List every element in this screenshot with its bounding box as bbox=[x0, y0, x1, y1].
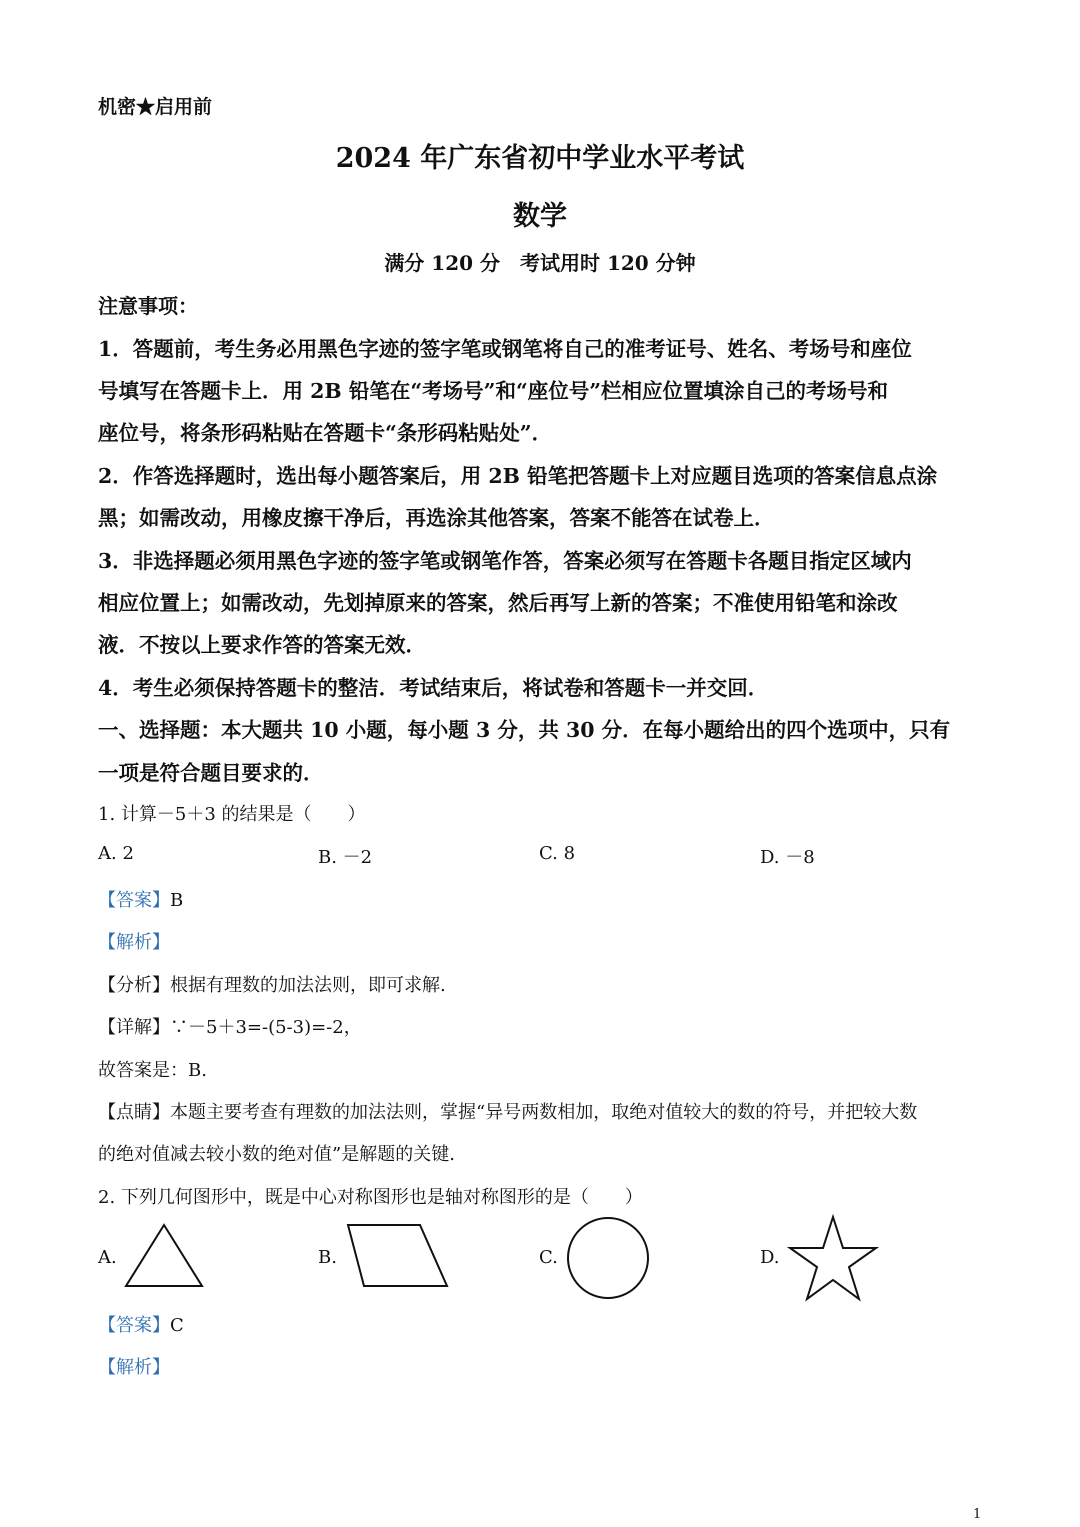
xiangjie-tag: 【详解】 bbox=[98, 1017, 170, 1038]
q1-conclusion: 故答案是：B. bbox=[98, 1060, 207, 1081]
q1-analysis-tag: 【解析】 bbox=[98, 932, 170, 953]
question-1-stem: 1. 计算－5＋3 的结果是（ ） bbox=[98, 804, 366, 825]
q1-option-c: C. 8 bbox=[539, 843, 576, 864]
exam-title: 2024 年广东省初中学业水平考试 bbox=[335, 143, 745, 174]
fenxi-tag: 【分析】 bbox=[98, 975, 170, 996]
answer-value: C bbox=[170, 1315, 184, 1336]
notice-line: 3．非选择题必须用黑色字迹的签字笔或钢笔作答，答案必须写在答题卡各题目指定区域内 bbox=[98, 549, 912, 573]
q1-option-a: A. 2 bbox=[98, 843, 134, 864]
section-heading: 一项是符合题目要求的． bbox=[98, 761, 324, 785]
circle-figure bbox=[564, 1214, 652, 1302]
confidential-label: 机密★启用前 bbox=[98, 96, 213, 118]
dianjing-text: 本题主要考查有理数的加法法则，掌握“异号两数相加，取绝对值较大的数的符号，并把较大数 bbox=[170, 1102, 918, 1123]
fenxi-text: 根据有理数的加法法则，即可求解. bbox=[170, 975, 446, 996]
q1-dianjing-cont: 的绝对值减去较小数的绝对值”是解题的关键. bbox=[98, 1144, 455, 1165]
q2-answer bbox=[98, 1311, 184, 1337]
notice-line: 4．考生必须保持答题卡的整洁．考试结束后，将试卷和答题卡一并交回． bbox=[98, 676, 769, 700]
q2-option-b-label: B. bbox=[318, 1247, 337, 1268]
q1-fenxi bbox=[98, 971, 446, 997]
q2-option-d-label: D. bbox=[760, 1247, 780, 1268]
q2-analysis-tag: 【解析】 bbox=[98, 1357, 170, 1378]
xiangjie-text: ∵－5＋3=-(5-3)=-2， bbox=[170, 1017, 362, 1038]
notice-line: 号填写在答题卡上．用 2B 铅笔在“考场号”和“座位号”栏相应位置填涂自己的考场号和 bbox=[98, 379, 889, 403]
notice-line: 2．作答选择题时，选出每小题答案后，用 2B 铅笔把答题卡上对应题目选项的答案信息点涂 bbox=[98, 464, 938, 488]
star-figure bbox=[786, 1214, 880, 1302]
answer-tag: 【答案】 bbox=[98, 1315, 170, 1336]
notice-line: 座位号，将条形码粘贴在答题卡“条形码粘贴处”． bbox=[98, 421, 553, 445]
subject-title: 数学 bbox=[513, 201, 567, 232]
score-time-info: 满分 120 分 考试用时 120 分钟 bbox=[384, 251, 696, 275]
notice-line: 黑；如需改动，用橡皮擦干净后，再选涂其他答案，答案不能答在试卷上． bbox=[98, 506, 775, 530]
notice-line: 液．不按以上要求作答的答案无效． bbox=[98, 633, 426, 657]
triangle-figure bbox=[122, 1222, 206, 1290]
q1-option-b: B. －2 bbox=[318, 847, 373, 868]
notice-heading: 注意事项： bbox=[98, 294, 198, 318]
notice-line: 相应位置上；如需改动，先划掉原来的答案，然后再写上新的答案；不准使用铅笔和涂改 bbox=[98, 591, 898, 615]
dianjing-tag: 【点睛】 bbox=[98, 1102, 170, 1123]
q1-option-d: D. －8 bbox=[760, 847, 815, 868]
answer-tag: 【答案】 bbox=[98, 890, 170, 911]
q1-dianjing bbox=[98, 1098, 917, 1124]
section-heading: 一、选择题：本大题共 10 小题，每小题 3 分，共 30 分．在每小题给出的四个选项中，只有 bbox=[98, 718, 951, 742]
q2-option-a-label: A. bbox=[98, 1247, 117, 1268]
q2-option-c-label: C. bbox=[539, 1247, 558, 1268]
answer-value: B bbox=[170, 890, 184, 911]
notice-line: 1．答题前，考生务必用黑色字迹的签字笔或钢笔将自己的准考证号、姓名、考场号和座位 bbox=[98, 337, 912, 361]
q1-answer bbox=[98, 886, 183, 912]
page-number: 1 bbox=[973, 1507, 982, 1522]
q1-xiangjie bbox=[98, 1013, 362, 1039]
question-2-stem: 2. 下列几何图形中，既是中心对称图形也是轴对称图形的是（ ） bbox=[98, 1187, 643, 1208]
parallelogram-figure bbox=[344, 1222, 452, 1290]
